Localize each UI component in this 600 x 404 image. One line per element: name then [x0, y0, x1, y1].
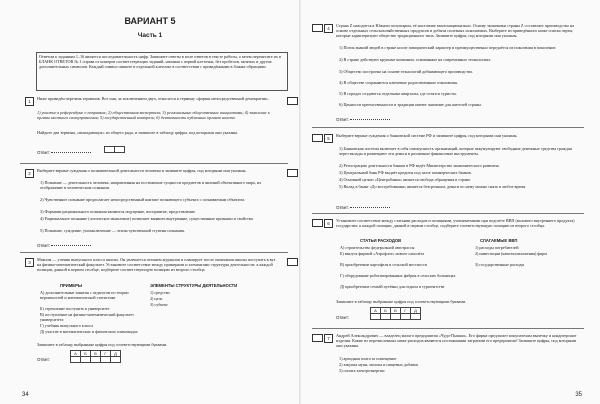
q2-item-3: 3) Формами рационального познания являются ощущение, восприятие, представление. — [40, 209, 196, 214]
divider — [20, 252, 288, 253]
q4-side-box — [312, 24, 323, 32]
q6-element-2: 2) инвестиции (капиталовложения) фирм — [475, 251, 547, 256]
q3-example-b: Б) стремление поступить в университет — [40, 306, 110, 311]
q6-example-e: Д) приобретение семьёй путёвки для отдыха в турагентстве — [340, 284, 445, 289]
q7-text: Андрей Александрович — владелец малого предприятия «Чудо-Пышки». Его фирма предлагает покупателям выпечку и кондитерские изделия. Какие из перечисленных ниже расходов являются постоянными затратами его предприятия? Запишите цифры, под которыми они указаны. — [336, 333, 577, 349]
q3-element-1: 1) средство — [150, 290, 170, 295]
answer-label: Ответ: — [336, 205, 350, 210]
answer-cell[interactable] — [371, 314, 381, 320]
q6-example-b: Б) выпуск фирмой «Аэрофлот» нового самолёта — [340, 251, 425, 256]
q6-col1-head: СТАТЬИ РАСХОДОВ — [360, 238, 402, 243]
q4-answer-line — [336, 117, 390, 122]
letter-cell: Д — [111, 351, 121, 357]
q4-item-4: 4) В обществе сохраняются ключевые родоплеменные отношения. — [339, 80, 458, 85]
answer-field[interactable] — [350, 207, 390, 208]
q2-answer-line — [37, 243, 91, 248]
q1-text: Ниже приведён перечень терминов. Все они, за исключением двух, относятся к термину «формы непосредственной демократии». — [37, 96, 270, 101]
divider — [20, 163, 288, 164]
answer-label: Ответ: — [336, 315, 350, 320]
letter-cell: Г — [401, 308, 411, 314]
letter-cell: А — [371, 308, 381, 314]
q7-side-box — [312, 334, 323, 342]
q7-item-2: 2) закупка муки, молока и пищевых добавок — [339, 362, 419, 367]
q5-item-5: 5) Вклад в банке «До востребования» является безсрочным, деньги по нему можно снять в любое время. — [339, 184, 527, 189]
q2-text: Выберите верные суждения о познавательной деятельности человека и запишите цифры, под которыми они указаны. — [37, 168, 247, 173]
answer-cell[interactable] — [91, 357, 101, 363]
q4-item-5: 5) В городах создаются отдельные кварталы, где селятся туристы. — [339, 91, 457, 96]
answer-cell[interactable] — [381, 314, 391, 320]
q6-example-a: А) строительство федеральной автотрассы — [340, 245, 415, 250]
right-page — [300, 0, 600, 404]
q2-item-5: 5) Познание, суждение, умозаключение — этапы чувственной ступени познания. — [40, 228, 185, 233]
answer-cell[interactable] — [81, 357, 91, 363]
q6-col2-head: СЛАГАЕМЫЕ ВВП — [480, 238, 518, 243]
answer-cell[interactable] — [105, 147, 115, 153]
q3-text: Максим — ученик выпускного класса школы. Он увлекается чтением журналов и планирует после окончания школы поступать в вуз на физико-математический факультет. Установите соответствие между примерами и элементами структуры деятельности: к каждой позиции, данной в первом столбце, подберите соответствующую позицию из второго столбца. — [37, 257, 276, 273]
answer-label: Ответ: — [37, 150, 51, 155]
answer-cell[interactable] — [391, 314, 401, 320]
page-number-right: 35 — [575, 392, 582, 398]
answer-field[interactable] — [51, 245, 91, 246]
answer-field[interactable] — [350, 119, 390, 120]
answer-label: Ответ: — [336, 117, 350, 122]
q5-item-1: 1) Банковская система включает в себя совокупность организаций, которые аккумулируют свободные денежные средства граждан через вклады и размещают эти деньги в различные финансовые инструменты. — [339, 146, 572, 157]
q6-example-d: Г) оборудование роботизированных фабрик в сельских больницах — [340, 273, 456, 278]
letter-cell: В — [91, 351, 101, 357]
q3-table-instruction: Запишите в таблицу выбранные цифры под соответствующими буквами. — [37, 342, 168, 347]
q3-example-c: В) поступление на физико-математический факультет университета — [40, 312, 134, 323]
q2-item-1: 1) Познание — деятельность человека, направленная на постижение сущности предметов и явлений объективного мира, их отображение в человеческом сознании. — [40, 180, 262, 191]
question-number-5: 5 — [324, 134, 333, 143]
q3-element-2: 2) цель — [150, 296, 163, 301]
q4-item-1: 1) Поток знаний людей в стране носит эмпирический характер и преимущественно передаётся из поколения в поколение. — [339, 45, 557, 50]
answer-cell[interactable] — [401, 314, 411, 320]
question-number-2: 2 — [25, 169, 34, 178]
q6-side-box — [312, 219, 323, 227]
divider — [312, 127, 584, 128]
q7-item-3: 3) оплата электроэнергии — [339, 368, 385, 373]
q1-answer-line — [37, 150, 91, 155]
q4-item-3: 3) Общество построено на основе технологий добывающего производства. — [339, 69, 473, 74]
question-number-3: 3 — [25, 258, 34, 267]
divider — [312, 328, 584, 329]
letter-cell: В — [391, 308, 401, 314]
question-number-4: 4 — [324, 24, 333, 33]
answer-field[interactable] — [51, 152, 91, 153]
page-number-left: 34 — [22, 392, 29, 398]
q4-item-2: 2) В стране действуют крупные компании, основанные на современных технологиях. — [339, 57, 492, 62]
q3-element-3: 3) субъект — [150, 302, 168, 307]
q3-example-d: Г) учебник выпускного класса — [40, 323, 94, 328]
q6-element-3: 3) государственные расходы — [475, 262, 525, 267]
q5-side-box — [312, 134, 323, 142]
part-title: Часть 1 — [137, 32, 163, 39]
answer-cell[interactable] — [71, 357, 81, 363]
q6-example-c: В) приобретение картофеля в сельской местности — [340, 262, 427, 267]
q1-side-box — [287, 97, 298, 105]
q5-text: Выберите верные суждения о банковской системе РФ и запишите цифры, под которыми они указаны. — [336, 133, 518, 138]
q6-element-1: 1) расходы потребителей — [475, 245, 519, 250]
q1-question: Найдите два термина, «выпадающих» из общего ряда, и запишите в таблицу цифры, под которыми они указаны. — [37, 130, 239, 135]
answer-cell[interactable] — [111, 357, 121, 363]
q6-answer-table — [370, 307, 421, 320]
answer-cell[interactable] — [115, 147, 125, 153]
q5-answer-line — [336, 205, 390, 210]
answer-cell[interactable] — [411, 314, 421, 320]
question-number-7: 7 — [324, 334, 333, 343]
q2-side-box — [287, 169, 298, 177]
q4-item-6: 6) Ценности преемственности и традиции имеют значение для жителей страны. — [339, 102, 482, 107]
q1-answer-grid — [104, 146, 125, 153]
answer-label: Ответ: — [37, 357, 51, 362]
q3-example-a: А) дополнительные занятия с педагогом по теории вероятностей и математической статистике — [40, 290, 129, 301]
letter-cell: Д — [411, 308, 421, 314]
q5-item-3: 3) Центральный банк РФ выдаёт кредиты под залог коммерческих банков. — [339, 170, 472, 175]
answer-cell[interactable] — [101, 357, 111, 363]
instructions-text: Ответом к заданиям 1–16 является последовательность цифр. Запишите ответы в поле ответов в тексте работы, а затем перенесите их в БЛАНК ОТВЕТОВ № 1 справа от номеров соответствующих заданий, начиная с первой клеточки, без пробелов, запятых и других дополнительных символов. Каждый символ пишите в отдельной клеточке в соответствии с приведёнными в бланке образцами. — [39, 54, 282, 70]
letter-cell: Б — [381, 308, 391, 314]
letter-cell: Б — [81, 351, 91, 357]
divider — [312, 213, 584, 214]
q6-answer-line — [336, 315, 349, 320]
q7-item-1: 1) арендная плата за помещение — [339, 356, 397, 361]
q3-answer-line — [37, 357, 50, 362]
question-number-1: 1 — [25, 97, 34, 106]
q5-item-2: 2) Регистрацию деятельности банков в РФ ведёт Министерство экономического развития. — [339, 163, 500, 168]
q3-example-e: Д) участие в математических и физических олимпиадах — [40, 329, 138, 334]
answer-label: Ответ: — [37, 243, 51, 248]
q5-item-4: 4) Основной целью «Центробанка» является свобода обращения в стране. — [339, 177, 472, 182]
q3-col1-head: ПРИМЕРЫ — [60, 283, 82, 288]
q2-item-2: 2) Чувственное познание предполагает непосредственный контакт познающего субъекта с познаваемым объектом. — [40, 197, 245, 202]
letter-cell: Г — [101, 351, 111, 357]
q3-side-box — [287, 258, 298, 266]
letter-cell: А — [71, 351, 81, 357]
q3-col2-head: ЭЛЕМЕНТЫ СТРУКТУРЫ ДЕЯТЕЛЬНОСТИ — [150, 283, 238, 288]
question-number-6: 6 — [324, 219, 333, 228]
q2-item-4: 4) Рациональное познание (логическое мышление) позволяет выявить внутренние, существенные признаки и свойства. — [40, 216, 254, 221]
q3-answer-table — [70, 350, 121, 363]
q6-table-instruction: Запишите в таблицу выбранные цифры под соответствующими буквами. — [336, 299, 467, 304]
q6-text: Установите соответствие между статьями расходов и позициями, учитываемыми при подсчёте ВВП (валового внутреннего продукта) государства: к каждой позиции, данной в первом столбце, подберите соответствующую позицию из второго столбца. — [336, 218, 575, 229]
variant-title: ВАРИАНТ 5 — [124, 16, 176, 26]
q4-text: Страна Z находится в Южном полушарии, её население многонационально. Основу экономики страны Z составляет производство на основе отдельных сельскохозяйственных продуктов и добыча полезных ископаемых. Выберите из приведённого ниже списка черты, которые характеризуют общество традиционного типа. Запишите цифры, под которыми они указаны. — [336, 23, 575, 39]
q1-options: 1) участие в референдуме о поправках; 2) общественная экспертиза; 3) региональные общественные инициативы; 4) заявление в органы местного самоуправления; 5) государственный контроль; 6) деятельность публичных органов власти. — [37, 110, 270, 121]
